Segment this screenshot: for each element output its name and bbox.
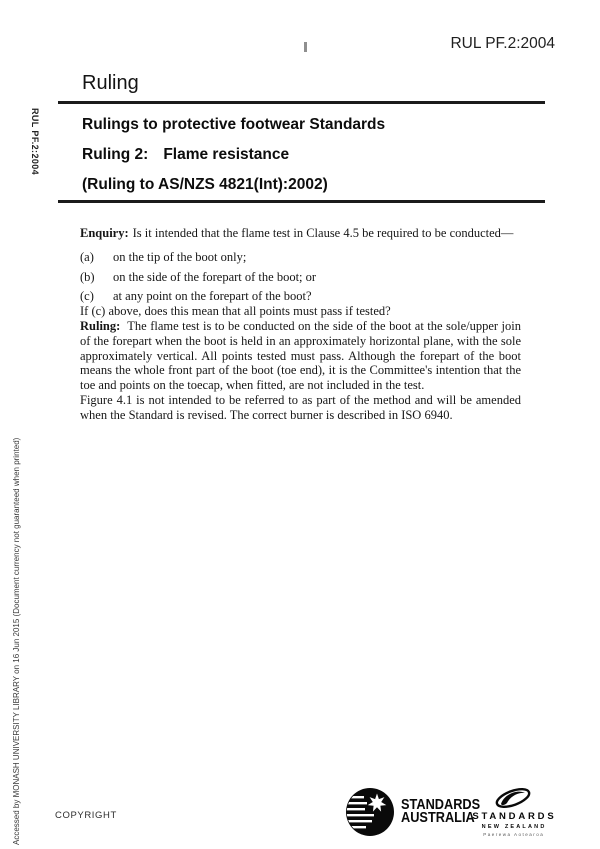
list-item-text: on the tip of the boot only; <box>113 249 247 264</box>
library-access-note: Accessed by MONASH UNIVERSITY LIBRARY on 16 Jun 2015 (Document currency not guaranteed when printed) <box>12 437 21 845</box>
standards-nz-maori-tagline: Paerewa Aotearoa <box>483 831 545 837</box>
standards-australia-line2: AUSTRALIA <box>401 810 475 826</box>
standard-reference-line: (Ruling to AS/NZS 4821(Int):2002) <box>82 176 328 193</box>
page-center-tick-mark <box>304 42 307 52</box>
standards-australia-line1: STANDARDS <box>401 796 481 813</box>
copyright-label: COPYRIGHT <box>55 810 117 821</box>
ruling-number-label: Ruling 2: <box>82 146 149 163</box>
horizontal-rule-top <box>58 101 545 104</box>
ruling-topic: Flame resistance <box>163 146 290 163</box>
figure-note-paragraph: Figure 4.1 is not intended to be referred to as part of the method and will be amended when the Standard is revised. The correct burner is described in ISO 6940. <box>80 392 521 422</box>
enquiry-options-list <box>80 250 521 304</box>
list-item-marker: (c) <box>80 289 94 304</box>
list-item <box>80 270 521 285</box>
list-item-text: on the side of the forepart of the boot; or <box>113 269 317 284</box>
ruling-subtitle <box>82 146 289 164</box>
horizontal-rule-bottom <box>58 200 545 203</box>
enquiry-paragraph <box>80 226 521 241</box>
standards-new-zealand-logo <box>467 786 559 837</box>
enquiry-text: Is it intended that the flame test in Clause 4.5 be required to be conducted— <box>132 226 514 240</box>
ruling-label: Ruling: <box>80 318 121 333</box>
section-heading: Ruling <box>82 72 139 94</box>
standards-australia-globe-icon <box>344 786 396 838</box>
list-item-marker: (a) <box>80 249 94 264</box>
ruling-paragraph <box>80 319 521 393</box>
standards-nz-swoosh-icon <box>491 786 535 810</box>
ruling-text: The flame test is to be conducted on the side of the boot at the sole/upper join of the forepart when the boot is held in an approximately horizontal plane, with the sole approximately vertical. All points tested must pass. Although the forepart of the boot means the whole front part of the boot (toe end), it is the Committee's intention that the toe and points on the toecap, when fitted, are not included in the test. <box>80 318 521 393</box>
list-item <box>80 250 521 265</box>
document-title: Rulings to protective footwear Standards <box>82 116 386 133</box>
list-item-text: at any point on the forepart of the boot? <box>113 289 312 304</box>
standards-nz-country-line: NEW ZEALAND <box>481 824 547 830</box>
spine-document-reference: RUL PF.2:2004 <box>30 108 40 176</box>
document-reference-header: RUL PF.2:2004 <box>450 35 555 52</box>
body-text-block <box>80 226 521 423</box>
list-item-marker: (b) <box>80 269 95 284</box>
standards-nz-wordmark: STANDARDS <box>472 811 557 822</box>
list-item <box>80 289 521 304</box>
enquiry-label: Enquiry: <box>80 226 129 240</box>
question-paragraph: If (c) above, does this mean that all points must pass if tested? <box>80 304 391 319</box>
